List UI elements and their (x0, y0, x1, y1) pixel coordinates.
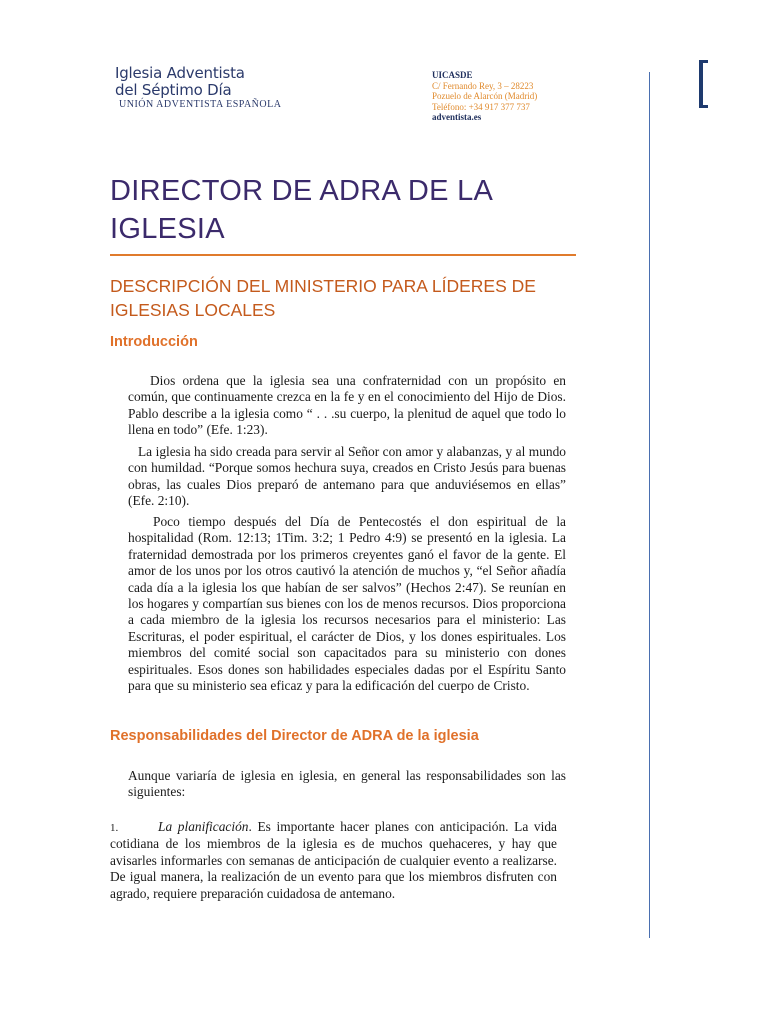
title-underline (110, 254, 576, 256)
intro-paragraph-3: Poco tiempo después del Día de Pentecostés el don espiritual de la hospitalidad (Rom. 12:13; 1Tim. 3:2; 1 Pedro 4:9) se presentó en la iglesia. La fraternidad demostrada por los primeros creyentes ganó el favor de la gente. El amor de los unos por los otros cautivó la atención de muchos y, “el Señor añadía cada día a la iglesia los que habían de ser salvos” (Hechos 2:47). Se reunían en los hogares y compartían sus bienes con los de menos recursos. Dios proporciona a cada miembro de la iglesia los recursos necesarios para el ministerio: Las Escrituras, el poder espiritual, el carácter de Dios, y los dones espirituales. Los miembros del comité social son capacitados para su ministerio con dones espirituales. Esos dones son habilidades especiales dadas por el Espíritu Santo para que su ministerio sea eficaz y para la edificación del cuerpo de Cristo. (128, 514, 566, 694)
margin-divider (649, 72, 650, 938)
logo-union-name: UNIÓN ADVENTISTA ESPAÑOLA (119, 99, 282, 110)
bracket-decoration (699, 60, 708, 108)
document-title: DIRECTOR DE ADRA DE LA IGLESIA (110, 175, 492, 245)
list-item-number: 1. (110, 822, 119, 834)
logo-name-line2: del Séptimo Día (115, 81, 232, 99)
document-subtitle: DESCRIPCIÓN DEL MINISTERIO PARA LÍDERES DE IGLESIAS LOCALES (110, 276, 536, 320)
logo-name-line1: Iglesia Adventista (115, 64, 245, 82)
intro-heading: Introducción (110, 334, 198, 350)
intro-paragraph-1: Dios ordena que la iglesia sea una confraternidad con un propósito en común, que continuamente crezca en la fe y en el conocimiento del Hijo de Dios. Pablo describe a la iglesia como “ . . .su cuerpo, la plenitud de aquel que todo lo llena en todo” (Efe. 1:23). (128, 373, 566, 438)
contact-address-line2: Pozuelo de Alarcón (Madrid) (432, 91, 538, 101)
church-logo (115, 65, 281, 110)
contact-website: adventista.es (432, 112, 482, 122)
contact-address-line1: C/ Fernando Rey, 3 – 28223 (432, 80, 534, 91)
list-item-term: La planificación (158, 819, 249, 834)
responsibilities-intro: Aunque variaría de iglesia en iglesia, en general las responsabilidades son las siguientes: (128, 768, 566, 800)
contact-phone: Teléfono: +34 917 377 737 (432, 101, 530, 112)
contact-block (432, 70, 537, 123)
responsibilities-heading: Responsabilidades del Director de ADRA de la iglesia (110, 728, 479, 744)
list-item-text: . Es importante hacer planes con anticipación. La vida cotidiana de los miembros de la iglesia es de muchos quehaceres, y hay que avisarles informarles con semanas de anticipación de cualquier evento a realizarse. De igual manera, la realización de un evento para que los miembros disfruten con agrado, requiere preparación cuidadosa de antemano. (110, 819, 557, 901)
intro-paragraph-2: La iglesia ha sido creada para servir al Señor con amor y alabanzas, y al mundo con humildad. “Porque somos hechura suya, creados en Cristo Jesús para buenas obras, las cuales Dios preparó de antemano para que anduviésemos en ellas” (Efe. 2:10). (128, 444, 566, 509)
list-item (110, 819, 557, 902)
contact-org: UICASDE (432, 70, 473, 80)
